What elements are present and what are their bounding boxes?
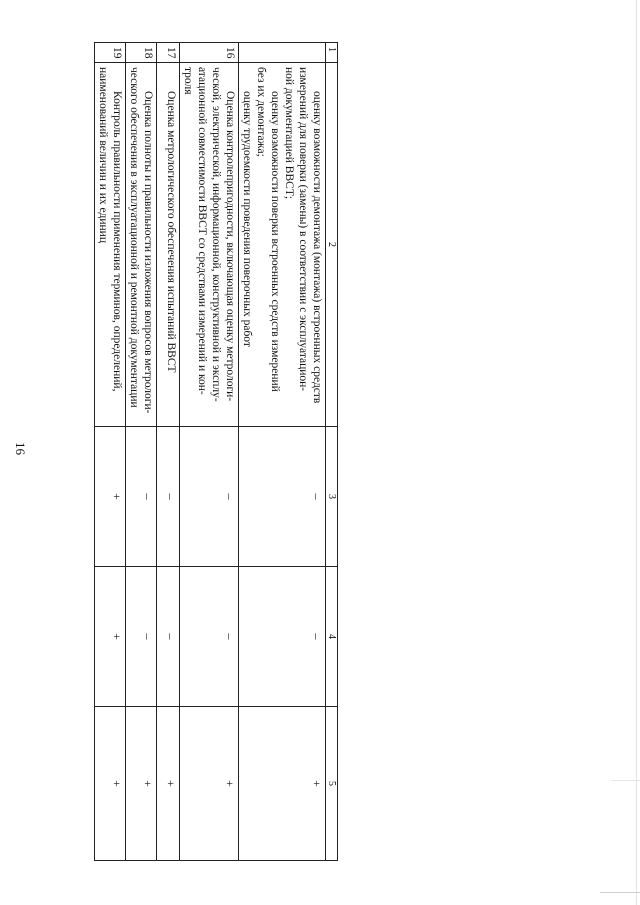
row-mark-col-5: + [238,707,325,861]
description-line: оценку трудоемкости проведения поверочных работ [240,91,253,347]
description-line: атационной совместимости ВВСТ со средствами измерений и кон- [195,67,208,395]
description-line: оценку возможности поверки встроенных средств измерений [268,91,281,392]
description-line: Оценка метрологического обеспечения испытаний ВВСТ [164,91,177,373]
row-description [94,63,125,427]
header-col-1: 1 [326,43,338,63]
row-mark-col-4: + [94,567,125,707]
row-mark-col-4: – [156,567,179,707]
row-number: 16 [179,43,238,63]
row-mark-col-3: – [156,427,179,567]
table-header-row [326,43,338,861]
header-col-5: 5 [326,707,338,861]
scan-artifact [612,780,640,781]
description-line: ческого обеспечения в эксплуатационной и ремонтной документации [127,67,140,408]
scan-artifact [600,892,640,893]
row-description [179,63,238,427]
description-line: Оценка полноты и правильности изложения вопросов метрологи- [141,91,154,414]
description-line: измерений для поверки (замены) в соответствии с эксплуатацион- [296,67,309,392]
description-line: ной документацией ВВСТ; [282,67,295,200]
header-col-3: 3 [326,427,338,567]
rotated-table-container [96,42,338,860]
description-line: ческой, электрической, информационной, конструктивной и эксплу- [209,67,222,402]
row-mark-col-3: – [238,427,325,567]
description-line: оценку возможности демонтажа (монтажа) встроенных средств [311,91,323,404]
row-number: 18 [125,43,156,63]
scan-artifact [636,0,637,905]
header-col-2: 2 [326,63,338,427]
row-mark-col-3: – [125,427,156,567]
description-line: Контроль правильности применения терминов, определений, [110,91,123,392]
row-mark-col-4: – [238,567,325,707]
table-row-16 [179,43,238,861]
row-mark-col-3: + [94,427,125,567]
row-description [238,63,325,427]
row-mark-col-5: + [125,707,156,861]
row-mark-col-5: + [156,707,179,861]
page-number: 16 [13,442,28,455]
requirements-table [94,42,338,861]
table-row-17 [156,43,179,861]
row-description [156,63,179,427]
header-col-4: 4 [326,567,338,707]
description-line: Оценка контролепригодности, включающая оценку метрологи- [223,91,236,402]
row-description [125,63,156,427]
row-number [238,43,325,63]
table-row-18 [125,43,156,861]
row-mark-col-5: + [179,707,238,861]
row-mark-col-5: + [94,707,125,861]
description-line: троля [181,67,194,95]
row-number: 17 [156,43,179,63]
table-row-19 [94,43,125,861]
description-line: без их демонтажа; [254,67,267,157]
row-mark-col-3: – [179,427,238,567]
table-row-continuation [238,43,325,861]
description-line: наименований величин и их единиц [96,67,109,243]
row-number: 19 [94,43,125,63]
row-mark-col-4: – [179,567,238,707]
row-mark-col-4: – [125,567,156,707]
